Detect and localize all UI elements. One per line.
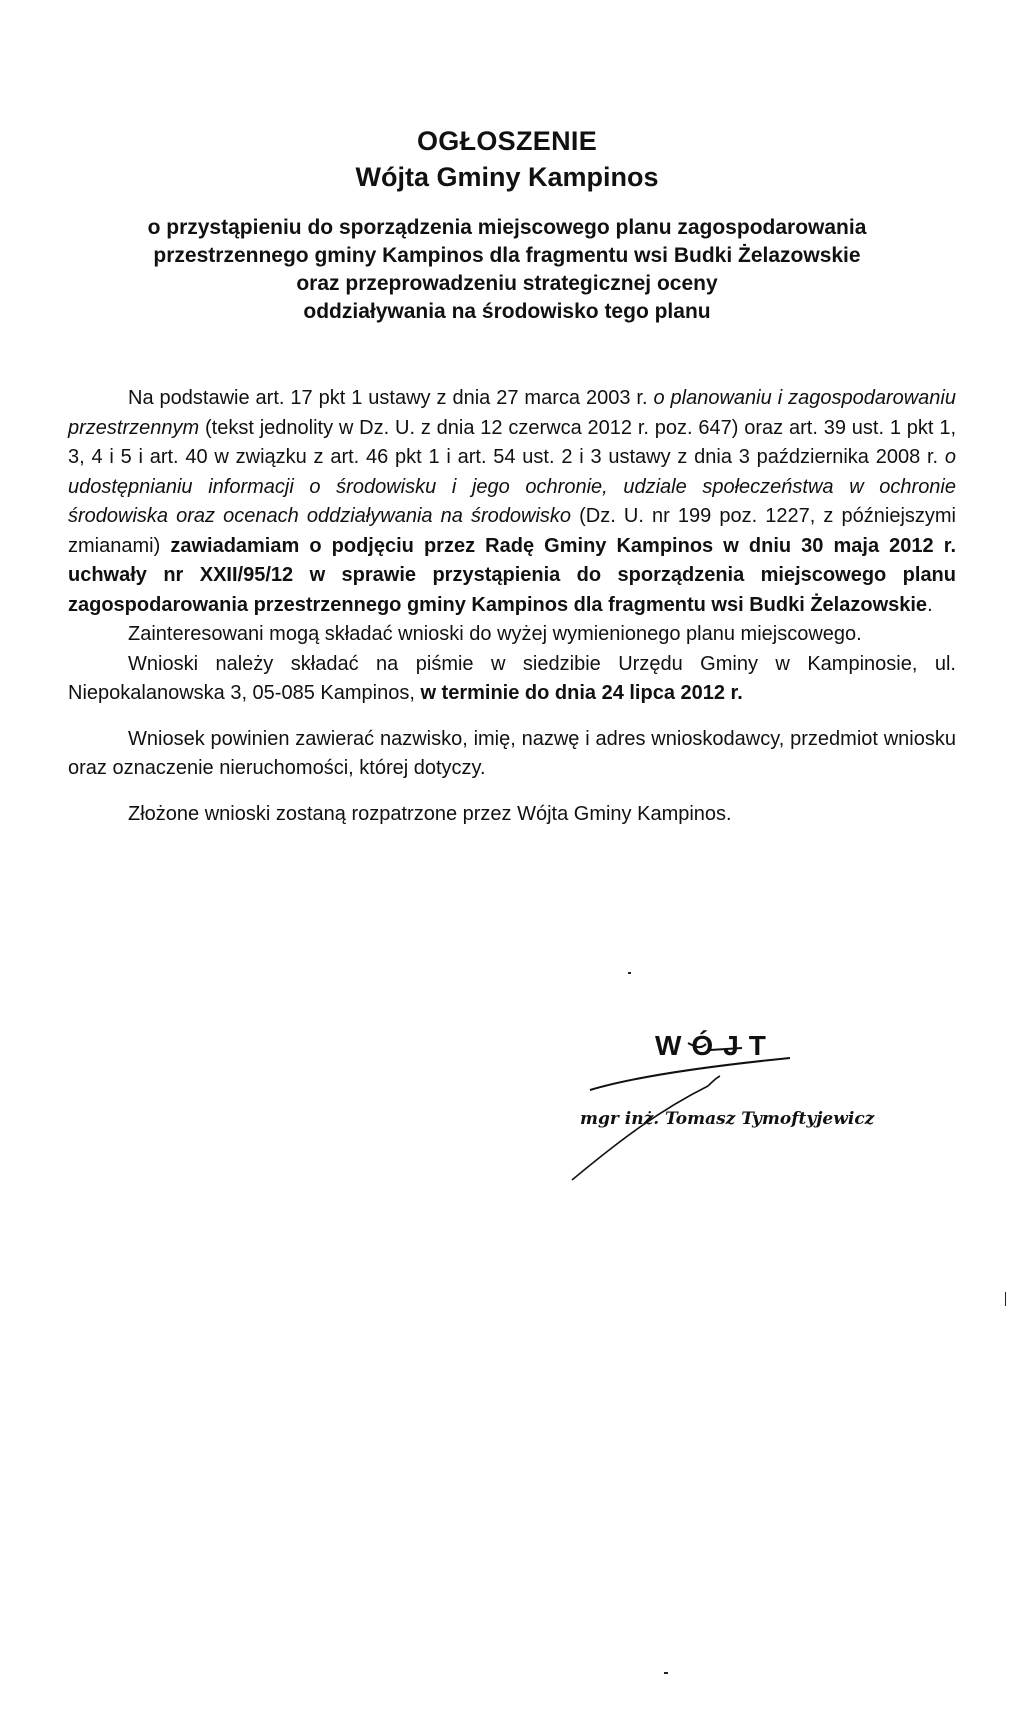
paragraph-review: Złożone wnioski zostaną rozpatrzone przez Wójta Gminy Kampinos. xyxy=(128,802,732,825)
subtitle-line: o przystąpieniu do sporządzenia miejscowego planu zagospodarowania xyxy=(147,216,867,239)
paragraph-application-contents: Wniosek powinien zawierać nazwisko, imię, nazwę i adres wnioskodawcy, przedmiot wniosku oraz oznaczenie nieruchomości, której dotyczy. xyxy=(68,727,956,779)
act-title: o udostępnianiu informacji o środowisku i jego ochronie, udziale społeczeństwa w ochronie środowiska oraz ocenach oddziaływania na środowisko xyxy=(68,446,956,527)
document-title: OGŁOSZENIE xyxy=(416,126,598,156)
text-run: Na podstawie art. 17 pkt 1 ustawy z dnia 27 marca 2003 r. xyxy=(128,387,654,409)
paragraph-submission xyxy=(68,650,956,709)
signature-title: WÓJT xyxy=(655,1030,776,1061)
text-run: . xyxy=(927,593,933,616)
announcement-statement: zawiadamiam o podjęciu przez Radę Gminy Kampinos w dniu 30 maja 2012 r. uchwały nr XXII/95/12 w sprawie przystąpienia do sporządzenia miejscowego planu zagospodarowania przestrzennego gminy Kampinos dla fragmentu wsi Budki Żelazowskie xyxy=(68,534,956,616)
submission-deadline: w terminie do dnia 24 lipca 2012 r. xyxy=(420,682,743,704)
subtitle-line: oddziaływania na środowisko tego planu xyxy=(303,300,711,323)
text-run: (tekst jednolity w Dz. U. z dnia 12 czerwca 2012 r. poz. 647) oraz art. 39 ust. 1 pkt 1, 3, 4 i 5 i art. 40 w związku z art. 46 pkt 1 i art. 54 ust. 2 i 3 ustawy z dnia 3 października 2008 r. xyxy=(68,416,956,468)
document-subtitle xyxy=(60,214,954,326)
subtitle-line: przestrzennego gminy Kampinos dla fragmentu wsi Budki Żelazowskie xyxy=(153,244,861,267)
document-body xyxy=(68,384,956,829)
scan-speck xyxy=(628,972,631,974)
paragraph-interested-parties: Zainteresowani mogą składać wnioski do wyżej wymienionego planu miejscowego. xyxy=(128,623,862,645)
paragraph-legal-basis xyxy=(68,384,956,620)
subtitle-line: oraz przeprowadzeniu strategicznej oceny xyxy=(296,272,718,295)
text-run: Wnioski należy składać na piśmie w siedzibie Urzędu Gminy w Kampinosie, ul. Niepokalanowska 3, 05-085 Kampinos, xyxy=(68,652,956,704)
scan-speck xyxy=(664,1672,668,1674)
document-issuer: Wójta Gminy Kampinos xyxy=(355,162,659,192)
scan-speck xyxy=(1005,1292,1006,1306)
text-run: (Dz. U. nr 199 poz. 1227, z późniejszymi zmianami) xyxy=(68,505,956,557)
signatory-name-stamp: mgr inż. Tomasz Tymoftyjewicz xyxy=(580,1109,875,1129)
act-title: o planowaniu i zagospodarowaniu przestrzennym xyxy=(68,387,956,439)
